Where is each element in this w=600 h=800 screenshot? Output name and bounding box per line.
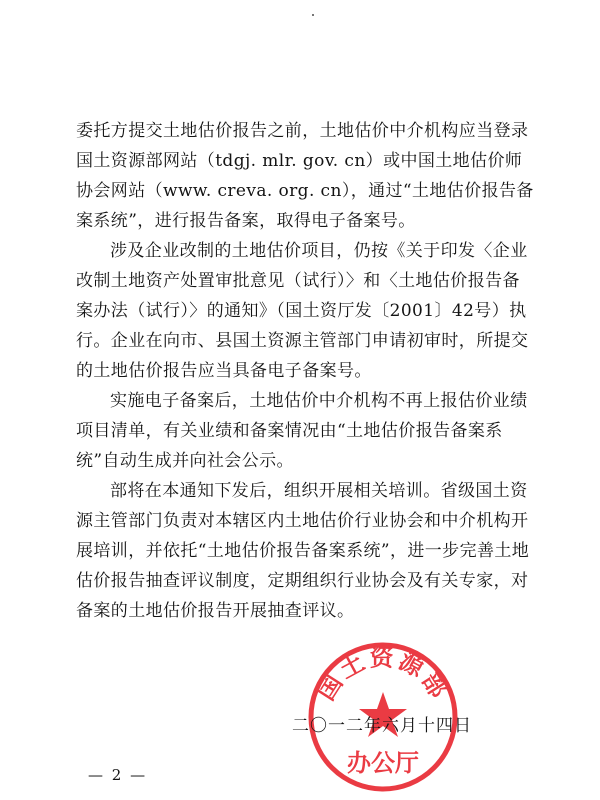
svg-text:国土资源部: 国土资源部 (311, 643, 455, 706)
document-date: 二〇一二年六月十四日 (292, 716, 472, 736)
paragraph-enterprise-restructuring: 涉及企业改制的土地估价项目，仍按《关于印发〈企业改制土地资产处置审批意见（试行）〉和〈土地估价报告备案办法（试行）〉的通知》（国土资厅发〔2001〕42号）执行。企业在向市、县国土资源主管部门申请初审时，所提交的土地估价报告应当具备电子备案号。 (76, 241, 529, 381)
page-number: — 2 — (88, 766, 148, 784)
document-body (76, 116, 536, 626)
paragraph-training: 部将在本通知下发后，组织开展相关培训。省级国土资源主管部门负责对本辖区内土地估价行业协会和中介机构开展培训，并依托“土地估价报告备案系统”，进一步完善土地估价报告抽查评议制度，定期组织行业协会及有关专家，对备案的土地估价报告开展抽查评议。 (76, 481, 530, 621)
scan-mark (312, 14, 314, 16)
svg-text:办公厅: 办公厅 (347, 749, 419, 777)
paragraph-electronic-filing: 实施电子备案后，土地估价中介机构不再上报估价业绩项目清单，有关业绩和备案情况由“土地估价报告备案系统”自动生成并向社会公示。 (76, 391, 528, 471)
paragraph-filing-procedure: 委托方提交土地估价报告之前，土地估价中介机构应当登录国土资源部网站（tdgj. mlr. gov. cn）或中国土地估价师协会网站（www. creva. org. cn），通过“土地估价报告备案系统”，进行报告备案，取得电子备案号。 (76, 121, 534, 231)
